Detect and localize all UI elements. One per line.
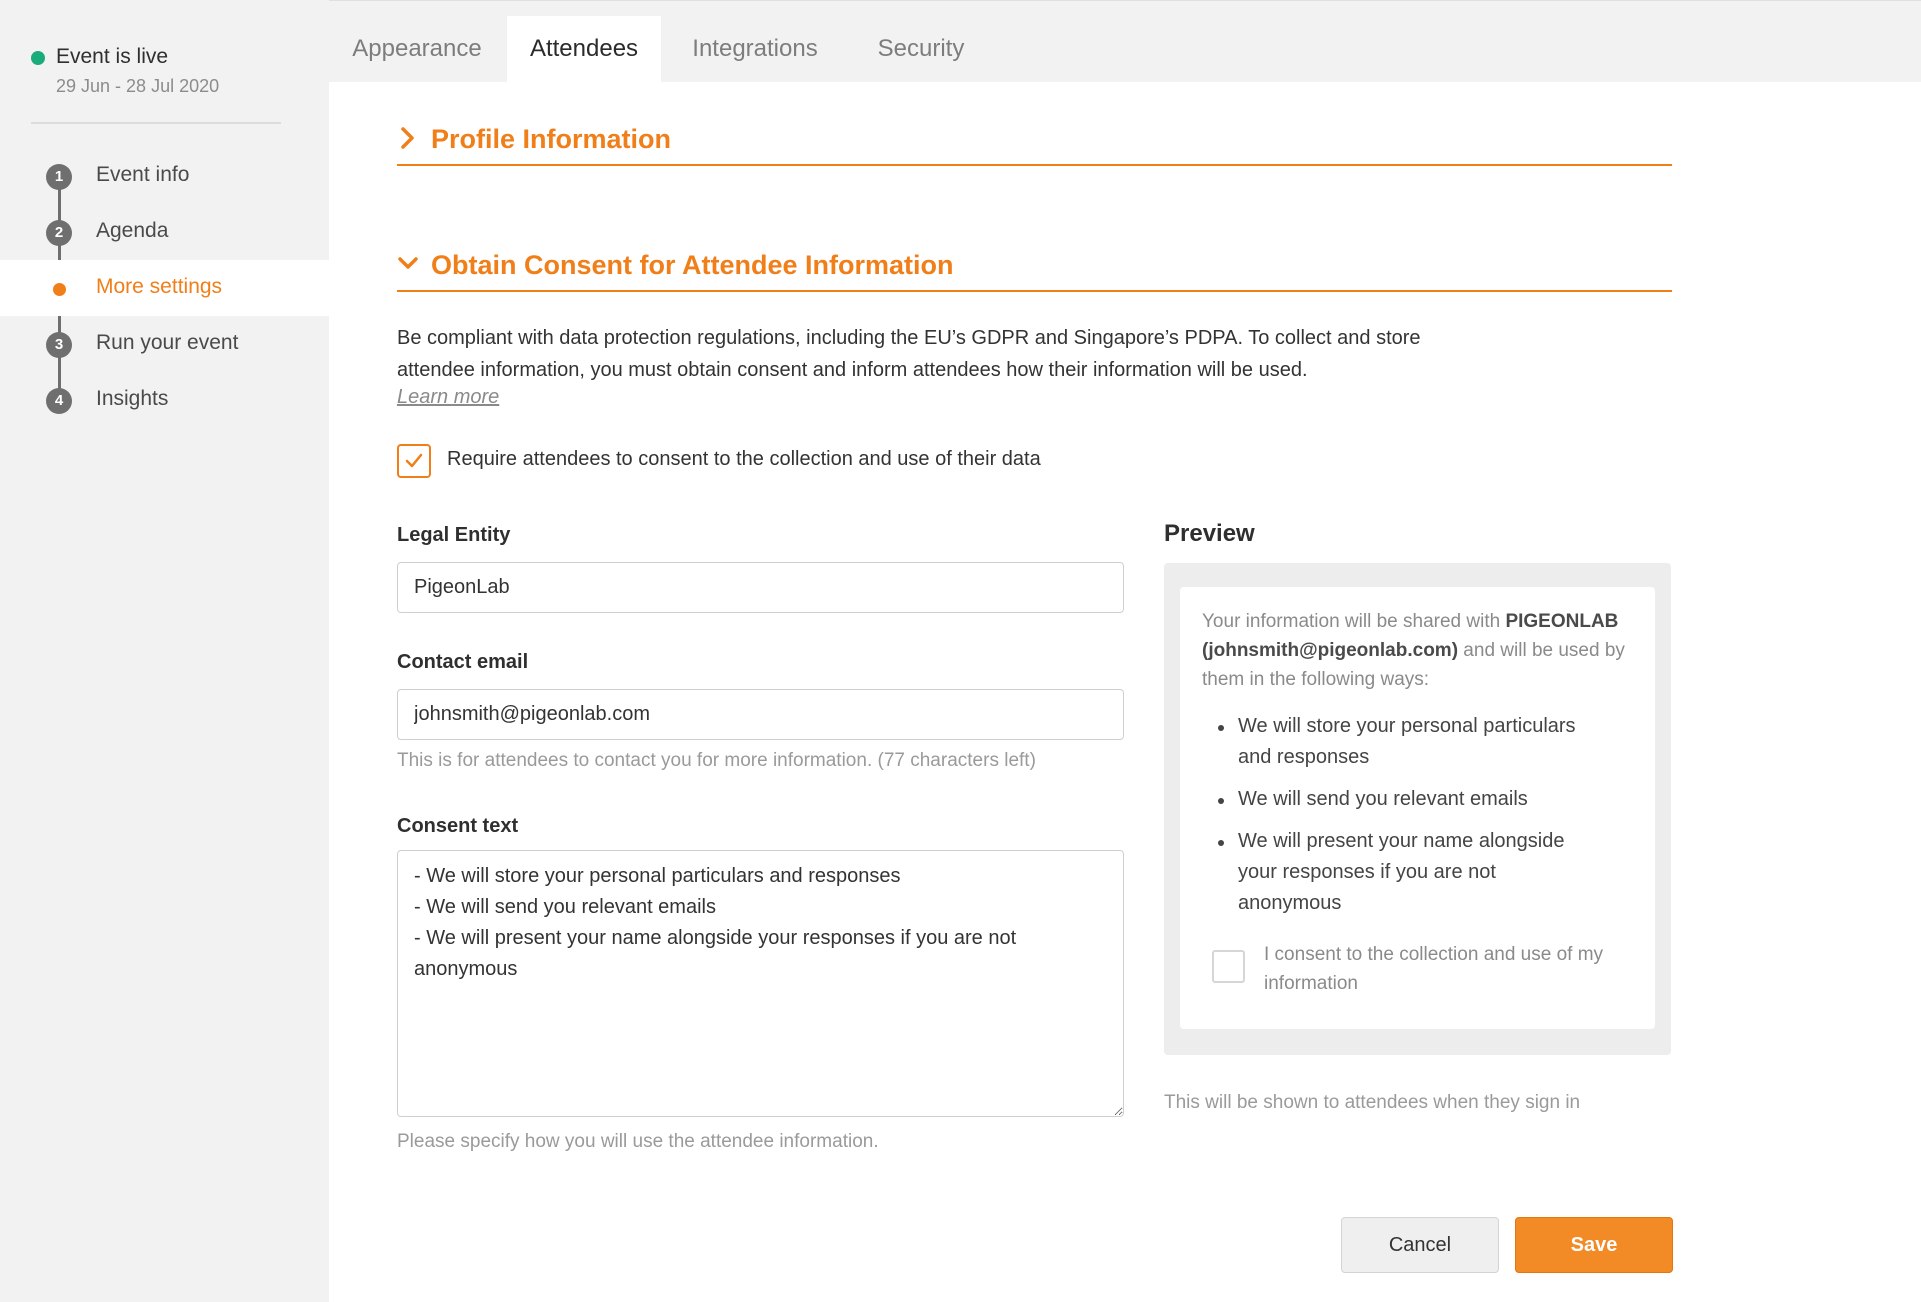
learn-more-link[interactable]: Learn more	[397, 386, 500, 408]
tab-security[interactable]: Security	[877, 35, 965, 62]
preview-intro-suffix: and will be used by them in the following ways:	[1202, 640, 1625, 690]
tab-appearance[interactable]: Appearance	[352, 35, 482, 62]
sidebar-divider	[31, 122, 281, 124]
step-number-badge: 2	[46, 220, 72, 246]
main-content	[329, 82, 1921, 1302]
preview-entity: PIGEONLAB	[1505, 611, 1619, 632]
preview-panel	[1164, 563, 1671, 1055]
consent-description: Be compliant with data protection regulations, including the EU’s GDPR and Singapore’s PDPA. To collect and store attendee information, you must obtain consent and inform attendees how their information will be used.	[397, 327, 1421, 381]
preview-card	[1180, 587, 1655, 1029]
step-label: Run your event	[96, 331, 239, 354]
list-item-text: We will store your personal particulars and responses	[1238, 715, 1576, 768]
sidebar-step-insights[interactable]	[0, 372, 329, 428]
bullet-icon	[1218, 840, 1224, 846]
obtain-consent-header[interactable]	[397, 248, 1672, 292]
list-item-text: We will send you relevant emails	[1238, 788, 1528, 810]
chevron-right-icon	[397, 125, 419, 151]
tab-integrations[interactable]: Integrations	[692, 35, 818, 62]
legal-entity-input[interactable]	[397, 562, 1124, 613]
step-label: More settings	[96, 275, 223, 298]
step-number-badge: 4	[46, 388, 72, 414]
preview-intro	[1202, 607, 1642, 694]
bullet-icon	[1218, 798, 1224, 804]
preview-consent-label: I consent to the collection and use of my information	[1264, 944, 1604, 994]
step-label: Event info	[96, 163, 190, 186]
chevron-down-icon	[397, 251, 419, 277]
preview-consent-checkbox	[1212, 950, 1245, 983]
step-label: Agenda	[96, 219, 169, 242]
consent-text-label: Consent text	[397, 815, 519, 837]
save-button[interactable]: Save	[1515, 1217, 1673, 1273]
consent-text-textarea[interactable]	[397, 850, 1124, 1117]
contact-email-label: Contact email	[397, 651, 529, 673]
event-date-range: 29 Jun - 28 Jul 2020	[56, 76, 220, 96]
list-item	[1202, 826, 1602, 919]
contact-email-input[interactable]	[397, 689, 1124, 740]
consent-text-hint: Please specify how you will use the attendee information.	[397, 1131, 879, 1152]
list-item-text: We will present your name alongside your responses if you are not anonymous	[1238, 830, 1565, 914]
section-title: Profile Information	[431, 124, 672, 154]
bullet-icon	[1218, 725, 1224, 731]
legal-entity-label: Legal Entity	[397, 524, 511, 546]
live-status-dot-icon	[31, 51, 45, 65]
sidebar	[0, 0, 329, 1302]
sidebar-step-more-settings[interactable]	[0, 260, 329, 316]
step-number-badge: 3	[46, 332, 72, 358]
sidebar-step-run-your-event[interactable]	[0, 316, 329, 372]
sidebar-step-event-info[interactable]	[0, 148, 329, 204]
preview-title: Preview	[1164, 520, 1255, 547]
section-title: Obtain Consent for Attendee Information	[431, 250, 954, 280]
preview-email: (johnsmith@pigeonlab.com)	[1202, 640, 1459, 661]
preview-intro-prefix: Your information will be shared with	[1202, 611, 1506, 632]
require-consent-checkbox[interactable]	[397, 444, 431, 478]
cancel-button[interactable]: Cancel	[1341, 1217, 1499, 1273]
preview-note: This will be shown to attendees when they sign in	[1164, 1092, 1581, 1113]
contact-email-hint: This is for attendees to contact you for more information. (77 characters left)	[397, 750, 1036, 771]
require-consent-label: Require attendees to consent to the collection and use of their data	[447, 448, 1041, 470]
preview-usage-list	[1202, 711, 1602, 930]
event-status-title: Event is live	[56, 45, 169, 68]
sidebar-step-agenda[interactable]	[0, 204, 329, 260]
current-step-dot-icon	[53, 283, 66, 296]
step-label: Insights	[96, 387, 169, 410]
tab-attendees[interactable]: Attendees	[507, 16, 661, 82]
list-item	[1202, 711, 1602, 773]
checkmark-icon	[399, 446, 429, 476]
list-item	[1202, 784, 1602, 815]
step-number-badge: 1	[46, 164, 72, 190]
profile-information-header[interactable]	[397, 122, 1672, 166]
